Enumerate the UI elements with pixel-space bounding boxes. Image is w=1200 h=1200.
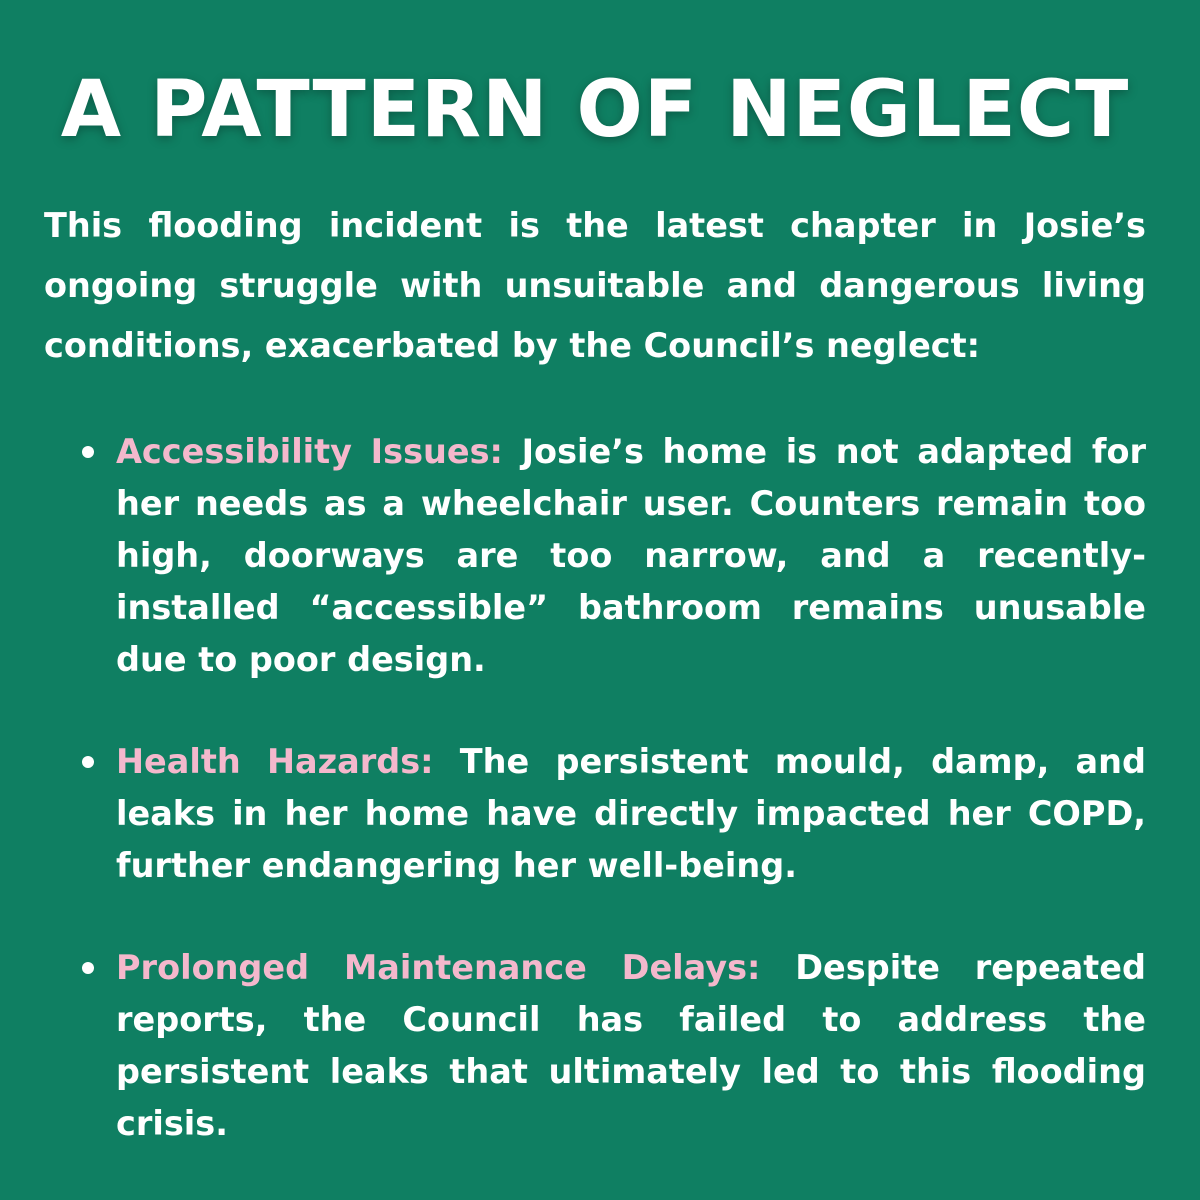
item-label: Accessibility Issues:: [116, 432, 503, 471]
list-item-health: [116, 736, 1146, 892]
item-label: Prolonged Maintenance Delays:: [116, 948, 761, 987]
issues-list: [44, 426, 1146, 1150]
list-item-accessibility: [116, 426, 1146, 686]
item-text: Despite repeated reports, the Council has failed to address the persistent leaks that ultimately led to this flooding crisis.: [116, 948, 1147, 1143]
bullet-icon: [82, 446, 94, 458]
list-item-maintenance: [116, 942, 1146, 1150]
bullet-icon: [82, 756, 94, 768]
item-text: Josie’s home is not adapted for her needs as a wheelchair user. Counters remain too high, doorways are too narrow, and a recently-installed “accessible” bathroom remains unusable due to poor design.: [116, 432, 1146, 679]
bullet-icon: [82, 962, 94, 974]
intro-paragraph: This flooding incident is the latest chapter in Josie’s ongoing struggle with unsuitable and dangerous living conditions, exacerbated by the Council’s neglect:: [44, 206, 1146, 365]
item-label: Health Hazards:: [116, 742, 434, 781]
page-title: A PATTERN OF NEGLECT: [60, 65, 1130, 155]
item-text: The persistent mould, damp, and leaks in her home have directly impacted her COPD, further endangering her well-being.: [116, 742, 1146, 885]
